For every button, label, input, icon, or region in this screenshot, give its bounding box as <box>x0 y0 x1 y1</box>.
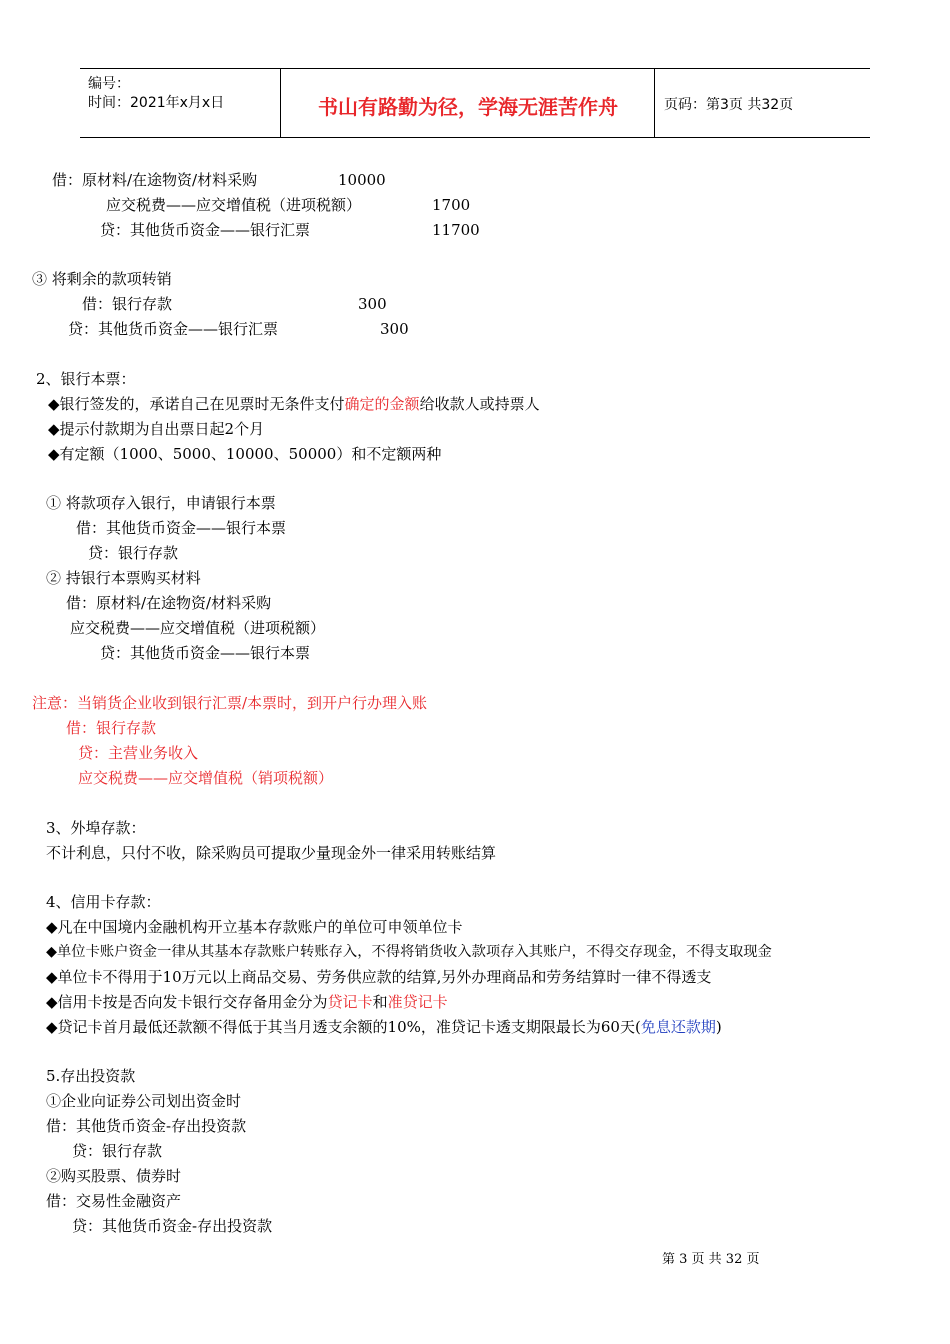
text-span: ◆银行签发的，承诺自己在见票时无条件支付 <box>48 395 345 413</box>
highlight-text: 确定的金额 <box>344 395 420 413</box>
bullet-line: ◆单位卡不得用于10万元以上商品交易、劳务供应款的结算,另外办理商品和劳务结算时一律不得透支 <box>46 968 712 986</box>
bullet-line: ◆提示付款期为自出票日起2个月 <box>48 420 265 438</box>
text-span: ) <box>715 1018 722 1036</box>
entry-line: 借：原材料/在途物资/材料采购 <box>52 171 258 189</box>
entry-line: 贷：其他货币资金——银行汇票 <box>68 320 279 338</box>
step-heading: ③ 将剩余的款项转销 <box>32 270 172 288</box>
page-footer: 第 3 页 共 32 页 <box>662 1252 760 1267</box>
header-divider <box>280 69 281 137</box>
bullet-line <box>46 1017 722 1037</box>
text-span: 给收款人或持票人 <box>419 395 540 413</box>
entry-amount: 300 <box>358 295 387 313</box>
entry-line: 贷：其他货币资金——银行本票 <box>100 644 311 662</box>
header-divider <box>654 69 655 137</box>
entry-line: 贷：其他货币资金-存出投资款 <box>72 1217 273 1235</box>
bullet-line <box>46 992 448 1012</box>
entry-line: 借：银行存款 <box>82 295 173 313</box>
entry-line: 借：其他货币资金-存出投资款 <box>46 1117 247 1135</box>
entry-line: 借：原材料/在途物资/材料采购 <box>66 594 272 612</box>
entry-amount: 1700 <box>432 196 471 214</box>
header-meta <box>88 75 224 113</box>
text-span: 和 <box>372 993 388 1011</box>
entry-line: 借：交易性金融资产 <box>46 1192 182 1210</box>
section-heading: 4、信用卡存款： <box>46 893 161 911</box>
entry-line: 贷：其他货币资金——银行汇票 <box>100 221 311 239</box>
highlight-text: 免息还款期 <box>640 1018 716 1036</box>
header-motto: 书山有路勤为径，学海无涯苦作舟 <box>318 95 618 119</box>
bullet-line: ◆单位卡账户资金一律从其基本存款账户转账存入，不得将销货收入款项存入其账户，不得交存现金，不得支取现金 <box>46 944 772 960</box>
text-span: ◆信用卡按是否向发卡银行交存备用金分为 <box>46 993 328 1011</box>
step-heading: ①企业向证券公司划出资金时 <box>46 1092 242 1110</box>
entry-line: 借：其他货币资金——银行本票 <box>76 519 287 537</box>
page-header <box>80 68 870 138</box>
step-heading: ① 将款项存入银行，申请银行本票 <box>46 494 276 512</box>
header-page-number: 页码：第3页 共32页 <box>664 97 794 113</box>
entry-amount: 10000 <box>338 171 386 189</box>
note-entry: 应交税费——应交增值税（销项税额） <box>78 769 334 787</box>
step-heading: ②购买股票、债券时 <box>46 1167 182 1185</box>
bullet-line <box>48 394 540 414</box>
section-heading: 2、银行本票： <box>36 370 136 388</box>
paragraph: 不计利息，只付不收，除采购员可提取少量现金外一律采用转账结算 <box>46 844 497 862</box>
entry-line: 贷：银行存款 <box>72 1142 163 1160</box>
doc-number: 编号： <box>88 76 130 92</box>
bullet-line: ◆有定额（1000、5000、10000、50000）和不定额两种 <box>48 445 442 463</box>
entry-line: 应交税费——应交增值税（进项税额） <box>106 196 362 214</box>
entry-line: 应交税费——应交增值税（进项税额） <box>70 619 326 637</box>
entry-line: 贷：银行存款 <box>88 544 179 562</box>
entry-amount: 300 <box>380 320 409 338</box>
section-heading: 5.存出投资款 <box>46 1067 136 1085</box>
text-span: ◆贷记卡首月最低还款额不得低于其当月透支余额的10%，准贷记卡透支期限最长为60天( <box>46 1018 641 1036</box>
highlight-text: 贷记卡 <box>327 993 373 1011</box>
entry-amount: 11700 <box>432 221 480 239</box>
bullet-line: ◆凡在中国境内金融机构开立基本存款账户的单位可申领单位卡 <box>46 918 463 936</box>
section-heading: 3、外埠存款： <box>46 819 146 837</box>
note-line: 注意：当销货企业收到银行汇票/本票时，到开户行办理入账 <box>32 694 428 712</box>
step-heading: ② 持银行本票购买材料 <box>46 569 201 587</box>
doc-time: 时间：2021年x月x日 <box>88 95 225 111</box>
highlight-text: 准贷记卡 <box>387 993 448 1011</box>
note-entry: 借：银行存款 <box>66 719 157 737</box>
note-entry: 贷：主营业务收入 <box>78 744 199 762</box>
